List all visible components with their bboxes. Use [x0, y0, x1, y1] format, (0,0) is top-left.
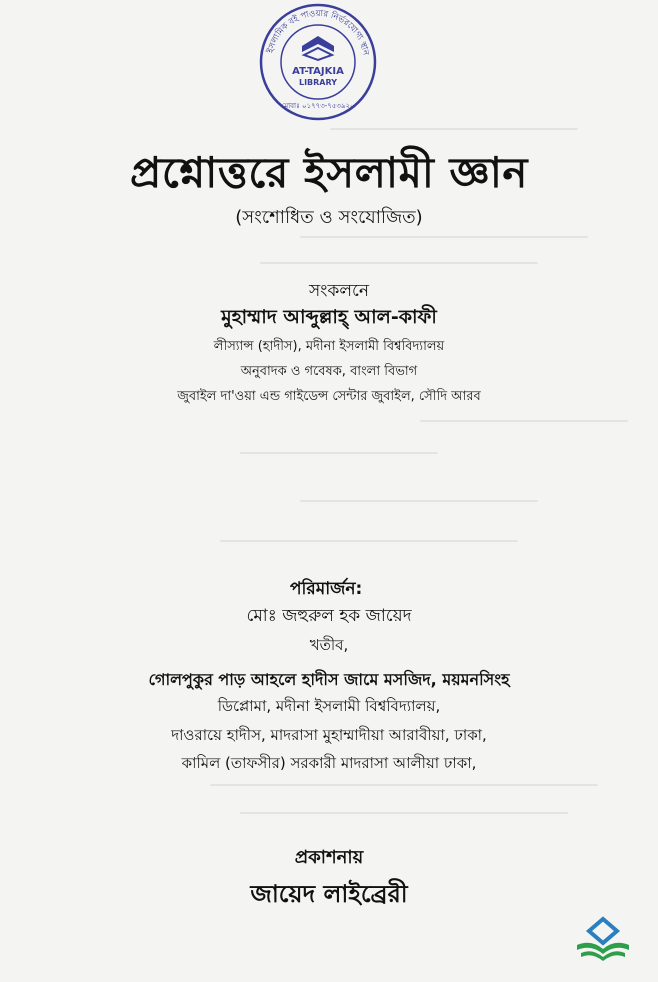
library-stamp: [258, 2, 378, 122]
publisher-name: জায়েদ লাইব্রেরী: [250, 880, 408, 908]
compiler-name: মুহাম্মাদ আব্দুল্লাহ্ আল-কাফী: [221, 306, 437, 328]
publisher-logo-icon: [573, 915, 633, 965]
editor-label: পরিমার্জন:: [290, 579, 363, 599]
compiler-affiliation: অনুবাদক ও গবেষক, বাংলা বিভাগ: [240, 364, 418, 379]
editor-detail: ডিপ্লোমা, মদীনা ইসলামী বিশ্ববিদ্যালয়,: [217, 697, 441, 715]
stamp-ring-text: ইসলামিক বই পাওয়ার নির্ভরযোগ্য স্থান: [265, 8, 371, 57]
bleed-through-line: [420, 420, 628, 422]
editor-detail: কামিল (তাফসীর) সরকারী মাদরাসা আলীয়া ঢাকা,: [181, 754, 477, 772]
publisher-label: প্রকাশনায়: [294, 847, 364, 868]
stamp-name-line2: LIBRARY: [298, 78, 338, 87]
stamp-phone: মোবাঃ ০১৭৭৩-৭৫৩৯২০: [281, 102, 355, 110]
bleed-through-line: [210, 784, 598, 786]
editor-name: মোঃ জহুরুল হক জায়েদ: [246, 606, 412, 626]
stamp-book-icon: [302, 36, 334, 60]
bleed-through-line: [240, 452, 438, 454]
compiler-label: সংকলনে: [308, 281, 370, 301]
book-subtitle: (সংশোধিত ও সংযোজিত): [235, 207, 423, 228]
compiler-affiliation: জুবাইল দা'ওয়া এন্ড গাইডেন্স সেন্টার জুবাইল, সৌদি আরব: [177, 389, 481, 404]
bleed-through-line: [330, 128, 578, 130]
book-title: প্রশ্নোত্তরে ইসলামী জ্ঞান: [130, 148, 528, 197]
editor-detail: খতীব,: [309, 636, 349, 654]
bleed-through-line: [240, 812, 568, 814]
svg-text:ইসলামিক বই পাওয়ার নির্ভরযোগ্য: [265, 9, 371, 57]
editor-detail: দাওরায়ে হাদীস, মাদরাসা মুহাম্মাদীয়া আরাবীয়া, ঢাকা,: [171, 726, 487, 744]
editor-detail: গোলপুকুর পাড় আহলে হাদীস জামে মসজিদ, ময়মনসিংহ: [148, 670, 510, 689]
bleed-through-line: [300, 236, 588, 238]
bleed-through-line: [220, 540, 518, 542]
stamp-name-line1: AT-TAJKIA: [292, 66, 344, 77]
bleed-through-line: [260, 262, 538, 264]
compiler-affiliation: লীস্যান্স (হাদীস), মদীনা ইসলামী বিশ্ববিদ্যালয়: [213, 339, 445, 354]
bleed-through-line: [300, 500, 538, 502]
